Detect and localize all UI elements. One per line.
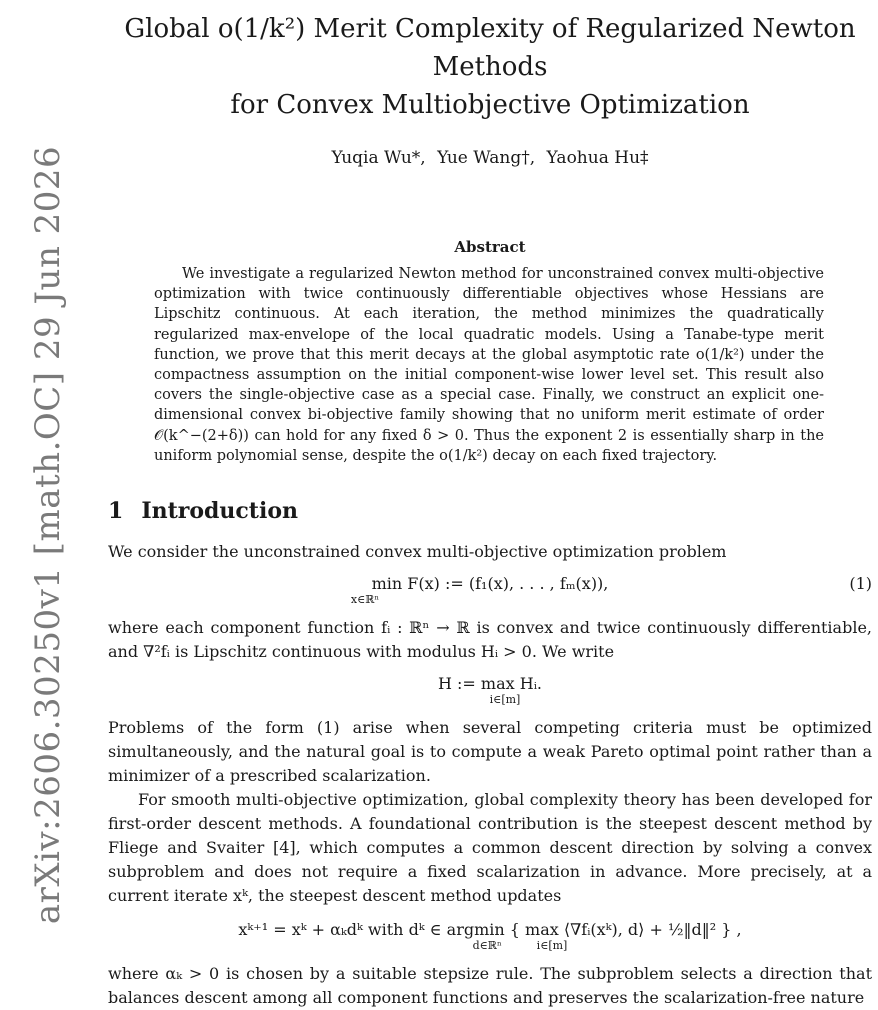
equation-2 xyxy=(108,674,872,706)
paper-page xyxy=(108,0,872,1010)
equation-2-subscript: i∈[m] xyxy=(489,693,521,707)
author-1: Yuqia Wu*, xyxy=(331,148,426,168)
paragraph-2: where each component function fᵢ : ℝⁿ → ℝ is convex and twice continuously differentiable, and ∇²fᵢ is Lipschitz continuous with modulus Hᵢ > 0. We write xyxy=(108,618,872,662)
paper-title xyxy=(108,10,872,124)
equation-1-label: (1) xyxy=(849,574,872,594)
paragraph-3: Problems of the form (1) arise when several competing criteria must be optimized simultaneously, and the natural goal is to compute a weak Pareto optimal point rather than a minimizer of a prescribed scalarization. xyxy=(108,718,872,786)
abstract-heading: Abstract xyxy=(454,238,526,256)
section-title: Introduction xyxy=(141,498,298,525)
author-2: Yue Wang†, xyxy=(437,148,536,168)
equation-1-subscript: x∈ℝⁿ xyxy=(350,593,380,607)
section-heading-introduction xyxy=(108,498,872,524)
author-list xyxy=(108,148,872,168)
equation-3-body: xᵏ⁺¹ = xᵏ + αₖdᵏ with dᵏ ∈ argmin { max ⟨∇fᵢ(xᵏ), d⟩ + ½‖d‖² } , xyxy=(238,920,742,940)
equation-1 xyxy=(108,574,872,606)
paragraph-5: where αₖ > 0 is chosen by a suitable stepsize rule. The subproblem selects a direction that balances descent among all component functions and preserves the scalarization-free nature xyxy=(108,964,872,1008)
section-number: 1 xyxy=(108,498,124,525)
title-line-2: for Convex Multiobjective Optimization xyxy=(230,90,750,120)
equation-3 xyxy=(108,920,872,952)
paragraph-1: We consider the unconstrained convex multi-objective optimization problem xyxy=(108,542,727,562)
arxiv-identifier: arXiv:2606.30250v1 [math.OC] 29 Jun 2026 xyxy=(28,145,68,925)
title-line-1: Global o(1/k²) Merit Complexity of Regularized Newton Methods xyxy=(124,14,856,82)
equation-2-body: H := max Hᵢ. xyxy=(438,674,542,694)
equation-3-subscript: d∈ℝⁿ i∈[m] xyxy=(472,939,568,953)
equation-1-body: min F(x) := (f₁(x), . . . , fₘ(x)), xyxy=(371,574,609,594)
author-3: Yaohua Hu‡ xyxy=(546,148,649,168)
abstract-text: We investigate a regularized Newton method for unconstrained convex multi-objective optimization with twice continuously differentiable objectives whose Hessians are Lipschitz continuous. At each iteration, the method minimizes the quadratically regularized max-envelope of the local quadratic models. Using a Tanabe-type merit function, we prove that this merit decays at the global asymptotic rate o(1/k²) under the compactness assumption on the initial component-wise lower level set. This result also covers the single-objective case as a special case. Finally, we construct an explicit one-dimensional convex bi-objective family showing that no uniform merit estimate of order 𝒪(k^−(2+δ)) can hold for any fixed δ > 0. Thus the exponent 2 is essentially sharp in the uniform polynomial sense, despite the o(1/k²) decay on each fixed trajectory. xyxy=(154,266,824,464)
paragraph-4: For smooth multi-objective optimization, global complexity theory has been developed for first-order descent methods. A foundational contribution is the steepest descent method by Fliege and Svaiter [4], which computes a common descent direction by solving a convex subproblem and does not require a fixed scalarization in advance. More precisely, at a current iterate xᵏ, the steepest descent method updates xyxy=(108,790,872,906)
